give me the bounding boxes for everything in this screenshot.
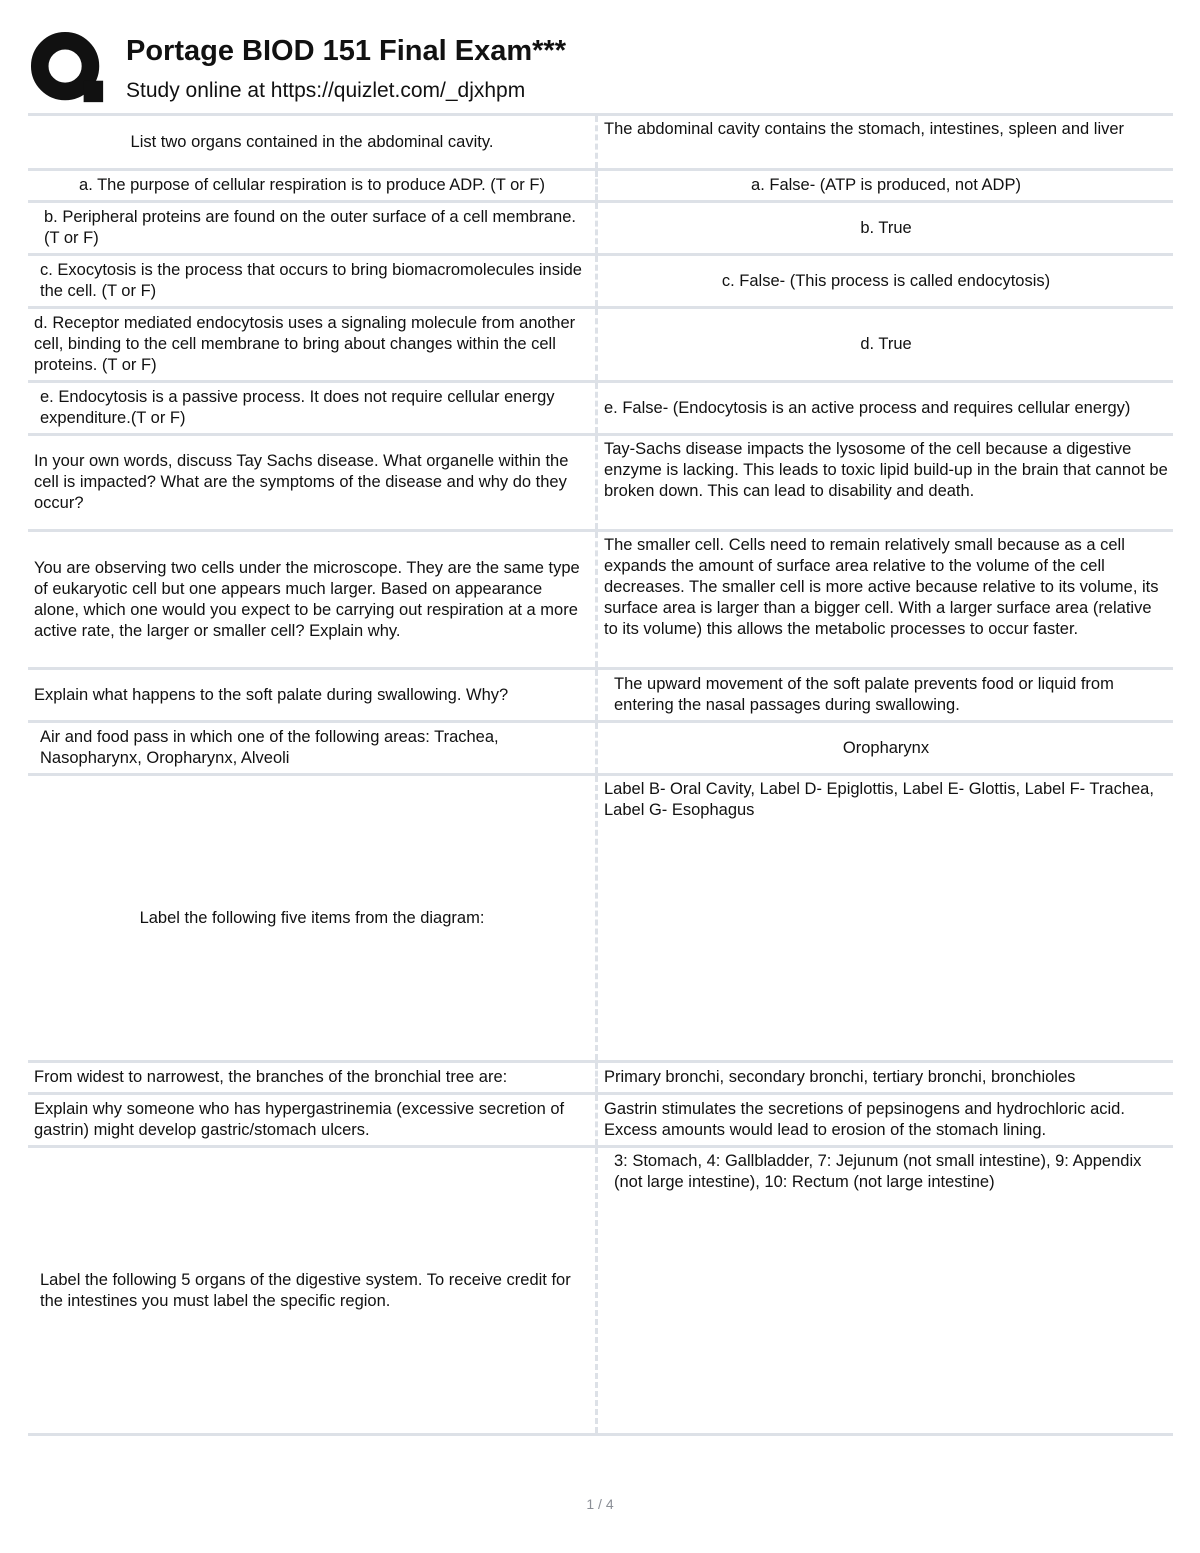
table-row: [28, 1148, 1173, 1436]
term-cell: [28, 1063, 598, 1092]
definition-cell: [598, 1063, 1173, 1092]
table-row: [28, 776, 1173, 1063]
definition-text: Gastrin stimulates the secretions of pepsinogens and hydrochloric acid. Excess amounts would lead to erosion of the stomach lining.: [604, 1100, 1125, 1139]
term-cell: [28, 309, 598, 380]
term-cell: [28, 670, 598, 720]
definition-cell: [598, 309, 1173, 380]
term-cell: [28, 723, 598, 773]
term-cell: [28, 436, 598, 529]
definition-cell: [598, 203, 1173, 253]
term-cell: [28, 116, 598, 168]
term-text: Explain why someone who has hypergastrinemia (excessive secretion of gastrin) might develop gastric/stomach ulcers.: [34, 1100, 565, 1139]
definition-cell: [598, 723, 1173, 773]
definition-cell: [598, 776, 1173, 1060]
term-cell: [28, 776, 598, 1060]
definition-cell: [598, 1095, 1173, 1145]
definition-text: c. False- (This process is called endocytosis): [721, 271, 1051, 290]
table-row: [28, 723, 1173, 776]
table-row: [28, 309, 1173, 383]
definition-text: d. True: [860, 335, 912, 353]
term-cell: [28, 256, 598, 306]
table-row: [28, 256, 1173, 309]
term-text: Explain what happens to the soft palate during swallowing. Why?: [34, 685, 509, 704]
definition-text: a. False- (ATP is produced, not ADP): [751, 176, 1021, 194]
definition-cell: [598, 532, 1173, 667]
definition-text: Label B- Oral Cavity, Label D- Epiglottis, Label E- Glottis, Label F- Trachea, Label G- Esophagus: [604, 780, 1154, 819]
table-row: [28, 203, 1173, 256]
table-row: [28, 670, 1173, 723]
table-row: [28, 1095, 1173, 1148]
page-title: Portage BIOD 151 Final Exam***: [126, 35, 566, 67]
definition-cell: [598, 670, 1173, 720]
table-row: [28, 383, 1173, 436]
table-row: [28, 116, 1173, 171]
definition-cell: [598, 171, 1173, 200]
definition-cell: [598, 436, 1173, 529]
definition-text: Primary bronchi, secondary bronchi, tertiary bronchi, bronchioles: [604, 1068, 1076, 1086]
definition-text: The upward movement of the soft palate prevents food or liquid from entering the nasal passages during swallowing.: [614, 675, 1114, 714]
term-text: Air and food pass in which one of the following areas: Trachea, Nasopharynx, Oropharynx, Alveoli: [40, 728, 499, 767]
page-number: 1 / 4: [586, 1496, 614, 1512]
term-text: e. Endocytosis is a passive process. It does not require cellular energy expenditure.(T or F): [40, 388, 555, 427]
term-cell: [28, 171, 598, 200]
term-text: From widest to narrowest, the branches of the bronchial tree are:: [34, 1068, 508, 1086]
definition-cell: [598, 256, 1173, 306]
term-cell: [28, 532, 598, 667]
study-url-line: Study online at https://quizlet.com/_djxhpm: [126, 79, 526, 102]
definition-text: Oropharynx: [842, 738, 930, 757]
definition-text: b. True: [860, 218, 912, 237]
term-cell: [28, 1095, 598, 1145]
definition-cell: [598, 383, 1173, 433]
term-text: d. Receptor mediated endocytosis uses a signaling molecule from another cell, binding to the cell membrane to bring about changes within the cell proteins. (T or F): [34, 314, 576, 374]
definition-text: e. False- (Endocytosis is an active process and requires cellular energy): [604, 398, 1131, 417]
document-header: [28, 28, 1178, 108]
table-row: [28, 171, 1173, 203]
term-text: c. Exocytosis is the process that occurs to bring biomacromolecules inside the cell. (T or F): [40, 261, 582, 300]
term-text: List two organs contained in the abdominal cavity.: [130, 132, 494, 151]
term-cell: [28, 1148, 598, 1433]
term-text: You are observing two cells under the microscope. They are the same type of eukaryotic cell but one appears much larger. Based on appearance alone, which one would you expect to be carrying out respiration at a more active rate, the larger or smaller cell? Explain why.: [34, 558, 580, 640]
term-text: b. Peripheral proteins are found on the outer surface of a cell membrane. (T or F): [44, 208, 576, 247]
definition-text: The smaller cell. Cells need to remain relatively small because as a cell expands the amount of surface area relative to the volume of the cell decreases. The smaller cell is more active because relative to its volume, its surface area is larger than a bigger cell. With a larger surface area (relative to its volume) this allows the metabolic processes to occur faster.: [604, 536, 1159, 638]
definition-cell: [598, 116, 1173, 168]
term-text: In your own words, discuss Tay Sachs disease. What organelle within the cell is impacted? What are the symptoms of the disease and why do they occur?: [34, 452, 569, 512]
quizlet-logo-icon: [30, 30, 108, 108]
table-row: [28, 532, 1173, 670]
term-cell: [28, 383, 598, 433]
flashcard-table: [28, 113, 1173, 1436]
definition-cell: [598, 1148, 1173, 1433]
term-text: Label the following 5 organs of the digestive system. To receive credit for the intestines you must label the specific region.: [40, 1270, 571, 1310]
definition-text: Tay-Sachs disease impacts the lysosome of the cell because a digestive enzyme is lacking. This leads to toxic lipid build-up in the brain that cannot be broken down. This can lead to disability and death.: [604, 440, 1168, 500]
table-row: [28, 436, 1173, 532]
definition-text: The abdominal cavity contains the stomach, intestines, spleen and liver: [604, 120, 1125, 138]
definition-text: 3: Stomach, 4: Gallbladder, 7: Jejunum (not small intestine), 9: Appendix (not large intestine), 10: Rectum (not large intestine): [614, 1152, 1142, 1191]
term-text: Label the following five items from the diagram:: [139, 908, 485, 927]
table-row: [28, 1063, 1173, 1095]
term-cell: [28, 203, 598, 253]
term-text: a. The purpose of cellular respiration is to produce ADP. (T or F): [79, 176, 545, 194]
